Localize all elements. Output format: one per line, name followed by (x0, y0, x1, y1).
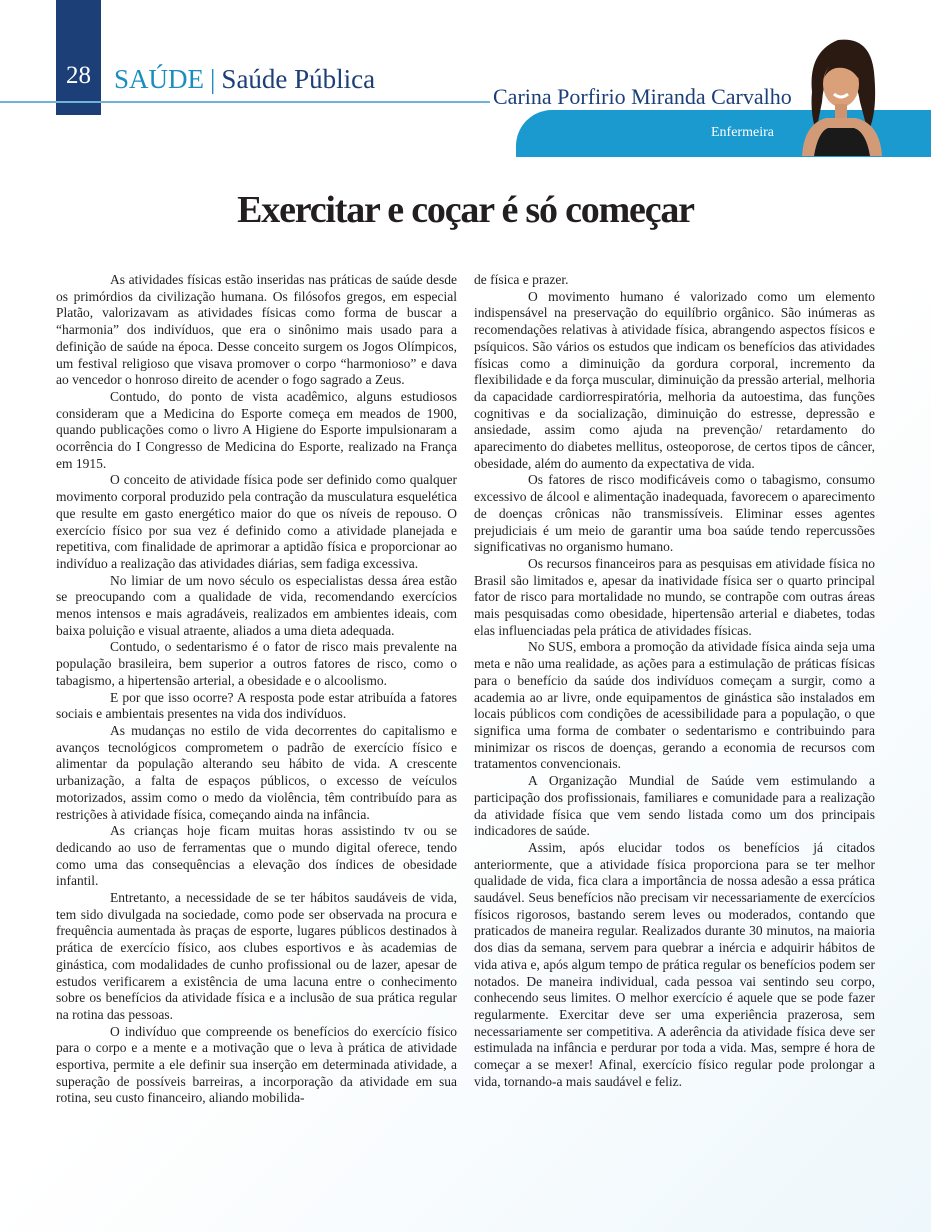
paragraph: Assim, após elucidar todos os benefícios já citados anteriormente, que a atividade física proporciona para se ter melhor qualidade de vida, fica clara a importância de nossa adesão a essa prática saudável. Seus benefícios não precisam vir necessariamente de exercícios físicos rigorosos, bastando serem leves ou moderados, contando que praticados de maneira regular. Realizados durante 30 minutos, na maioria dos dias da semana, servem para quebrar a inércia e adquirir hábitos de vida ativa e, após algum tempo de prática regular os benefícios podem ser notados. De maneira individual, cada pessoa vai sentindo seu corpo, conhecendo seus limites. O melhor exercício é aquele que se pode fazer regularmente. Exercitar deve ser uma experiência prazerosa, sem necessariamente ser competitiva. A aderência da atividade física deve ser estimulada na infância e perdurar por toda a vida. Mas, sempre é hora de começar a se mexer! Afinal, exercício físico regular pode prolongar a vida, tornando-a mais saudável e feliz. (474, 839, 875, 1089)
article-title: Exercitar e coçar é só começar (237, 189, 694, 231)
author-portrait-icon (790, 32, 890, 156)
header-rule (0, 101, 490, 103)
article-column-right (474, 272, 875, 1090)
subsection-label: Saúde Pública (221, 64, 376, 94)
article-column-left (56, 272, 457, 1107)
author-name: Carina Porfirio Miranda Carvalho (493, 84, 792, 109)
section-separator: | (210, 64, 216, 94)
paragraph: E por que isso ocorre? A resposta pode estar atribuída a fatores sociais e ambientais presentes na vida dos indivíduos. (56, 689, 457, 722)
paragraph: As atividades físicas estão inseridas nas práticas de saúde desde os primórdios da civilização humana. Os filósofos gregos, em especial Platão, valorizavam as atividades físicas como forma de buscar a “harmonia” dos indivíduos, que era o sinônimo mais usado para a definição de saúde na época. Desse conceito surgem os Jogos Olímpicos, um festival religioso que visava promover o corpo “harmonioso” e dava ao vencedor o honroso direito de acender o fogo sagrado a Zeus. (56, 272, 457, 388)
author-role: Enfermeira (711, 125, 774, 140)
paragraph: Os fatores de risco modificáveis como o tabagismo, consumo excessivo de álcool e alimentação inadequada, favorecem o aparecimento de doenças crônicas não transmissíveis. Eliminar esses agentes prejudiciais é um meio de garantir uma boa saúde tendo repercussões significativas no organismo humano. (474, 472, 875, 555)
page-number: 28 (66, 62, 91, 89)
paragraph: O indivíduo que compreende os benefícios do exercício físico para o corpo e a mente e a motivação que o leva à prática de atividade esportiva, permite a ele definir sua inserção em determinada atividade, a superação de possíveis barreiras, a incorporação da atividade em sua rotina, seu custo financeiro, aliando mobilida- (56, 1023, 457, 1106)
section-heading (114, 64, 375, 95)
paragraph: No limiar de um novo século os especialistas dessa área estão se preocupando com a qualidade de vida, recomendando exercícios menos intensos e mais agradáveis, realizados em ambientes ideais, com baixa poluição e visual atraente, aliados a uma dieta adequada. (56, 572, 457, 638)
paragraph: No SUS, embora a promoção da atividade física ainda seja uma meta e não uma realidade, as ações para a estimulação de práticas físicas para o benefício da saúde dos indivíduos começam a surgir, como a academia ao ar livre, onde equipamentos de ginástica são instalados em locais públicos com condições de acessibilidade para a população, o que significa uma forma de combater o sedentarismo e contribuindo para minimizar os riscos de doenças, gerando a economia de recursos com tratamentos convencionais. (474, 639, 875, 772)
paragraph: Entretanto, a necessidade de se ter hábitos saudáveis de vida, tem sido divulgada na sociedade, como pode ser observada na procura e frequência aumentada às praças de esporte, lugares públicos destinados à prática de exercício físico, aos clubes esportivos e às academias de ginástica, com modalidades de cunho profissional ou de lazer, apesar de estudos verificarem a existência de uma lacuna entre o conhecimento sobre os benefícios da atividade física e a inclusão de sua prática regular na rotina das pessoas. (56, 890, 457, 1022)
paragraph: Contudo, do ponto de vista acadêmico, alguns estudiosos consideram que a Medicina do Esporte começa em meados de 1900, quando publicações como o livro A Higiene do Esporte impulsionaram a ocorrência do I Congresso de Medicina do Esporte, realizado na França em 1915. (56, 388, 457, 471)
author-photo (790, 32, 890, 156)
section-label: SAÚDE (114, 64, 205, 94)
paragraph-continuation: de física e prazer. (474, 272, 569, 287)
paragraph: A Organização Mundial de Saúde vem estimulando a participação dos profissionais, familiares e comunidade para a realização da atividade física que vem sendo listada como um dos principais indicadores de saúde. (474, 773, 875, 839)
paragraph: Os recursos financeiros para as pesquisas em atividade física no Brasil são limitados e, apesar da inatividade física ser o quarto principal fator de risco para mortalidade no mundo, se contrapõe com outras áreas mais pesquisadas como obesidade, hipertensão arterial e diabetes, todas elas influenciadas pela prática de atividades físicas. (474, 555, 875, 638)
paragraph: As mudanças no estilo de vida decorrentes do capitalismo e avanços tecnológicos comprometem o padrão de exercício físico e alimentar da população alterando seu hábito de vida. A crescente urbanização, a falta de espaços públicos, o excesso de veículos motorizados, assim como o medo da violência, têm contribuído para as restrições à atividade física, começando ainda na infância. (56, 722, 457, 822)
paragraph: As crianças hoje ficam muitas horas assistindo tv ou se dedicando ao uso de ferramentas que o mundo digital oferece, tendo como uma das consequências a elevação dos índices de obesidade infantil. (56, 823, 457, 889)
page-number-box (56, 0, 101, 115)
paragraph: O movimento humano é valorizado como um elemento indispensável na preservação do equilíbrio orgânico. São inúmeras as recomendações relativas à atividade física, abrangendo aspectos físicos e psíquicos. São vários os estudos que indicam os benefícios das atividades físicas como a diminuição da gordura corporal, incremento da flexibilidade e da força muscular, diminuição da pressão arterial, melhoria da capacidade cardiorrespiratória, melhoria da autoestima, das funções cognitivas e da socialização, diminuição do estresse, depressão e ansiedade, assim como ajuda na prevenção/ retardamento do aparecimento do diabetes mellitus, osteoporose, de certos tipos de câncer, obesidade, além do aumento da expectativa de vida. (474, 288, 875, 471)
paragraph: Contudo, o sedentarismo é o fator de risco mais prevalente na população brasileira, bem superior a outros fatores de risco, como o tabagismo, a hipertensão arterial, a obesidade e o alcoolismo. (56, 639, 457, 688)
paragraph: O conceito de atividade física pode ser definido como qualquer movimento corporal produzido pela contração da musculatura esquelética que resulte em gasto energético maior do que os níveis de repouso. O exercício físico por sua vez é definido como a atividade planejada e repetitiva, com finalidade de aprimorar a aptidão física e proporcionar ao indivíduo a realização das atividades diárias, sem fadiga excessiva. (56, 472, 457, 571)
